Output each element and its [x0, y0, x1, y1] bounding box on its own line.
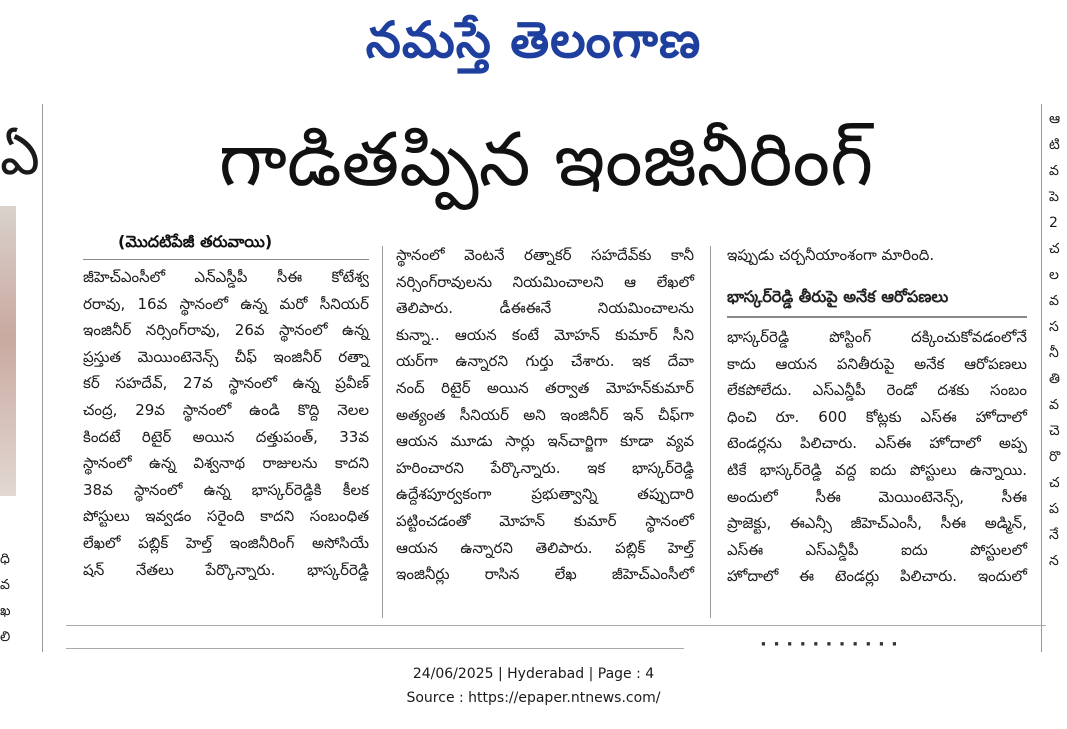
subhead-rule — [727, 316, 1027, 318]
text-line: తెలిపారు. డీఈఈనే నియమించాలను — [396, 299, 694, 318]
neighbor-text-fragment: టి — [1049, 137, 1060, 153]
neighbor-text-fragment: ప — [1049, 501, 1059, 517]
text-line: యర్‌గా ఉన్నారని గుర్తు చేశారు. ఇక దేవా — [396, 352, 694, 371]
bottom-rule — [66, 625, 1046, 626]
footer-source-line: Source : https://epaper.ntnews.com/ — [406, 690, 661, 706]
neighbor-text-fragment: న — [1049, 553, 1059, 569]
text-line: నర్సింగ్‌రావులను నియమించాలని ఆ లేఖలో — [396, 272, 694, 291]
neighbor-text-fragment: రొ — [1049, 449, 1061, 465]
text-line: ఆయన మూడు సార్లు ఇన్‌చార్జిగా కూడా వ్యవ — [396, 432, 694, 451]
neighbor-text-fragment: లి — [0, 629, 11, 645]
text-line: పట్టించడంతో మోహన్ కుమార్ స్థానంలో — [396, 511, 694, 530]
article-column-1 — [83, 264, 369, 583]
neighbor-photo — [0, 206, 16, 496]
article-column-3-intro — [727, 242, 1027, 269]
text-line: స్థానంలో ఉన్న విశ్వనాథ రాజులను కాదని — [83, 454, 369, 473]
left-edge-neighbor-article — [0, 96, 40, 652]
neighbor-text-fragment: చ — [1049, 475, 1060, 491]
neighbor-text-fragment: ఆ — [1049, 111, 1061, 127]
text-line: ఎస్ఈ ఎస్ఎన్డీపీ ఐదు పోస్టులలో — [727, 540, 1027, 559]
text-line: హరించారని పేర్కొన్నారు. ఇక భాస్కర్‌రెడ్డి — [396, 458, 694, 477]
masthead-logo: నమస్తే తెలంగాణ — [365, 11, 702, 69]
article-subhead: భాస్కర్‌రెడ్డి తీరుపై అనేక ఆరోపణలు — [727, 287, 949, 306]
article-column-3 — [727, 324, 1027, 590]
text-line: షన్ నేతలు పేర్కొన్నారు. భాస్కర్‌రెడ్డి — [83, 560, 369, 579]
neighbor-text-fragment: వ — [1049, 397, 1059, 413]
text-line: కున్నా.. ఆయన కంటే మోహన్ కుమార్ సీని — [396, 325, 694, 344]
continued-from-label: (మొదటిపేజీ తరువాయి) — [118, 232, 273, 251]
text-line: టెండర్లను పిలిచారు. ఎస్ఈ హోదాలో అప్ప — [727, 434, 1027, 453]
article-column-2 — [396, 242, 694, 588]
text-line: అందులో సీఈ మెయింటెనెన్స్, సీఈ — [727, 487, 1027, 506]
text-line: జీహెచ్ఎంసీలో ఎన్ఎస్డీపీ సీఈ కోటేశ్వ — [83, 268, 369, 286]
text-line: కాదు ఆయన పనితీరుపై అనేక ఆరోపణలు — [727, 354, 1027, 373]
neighbor-text-fragment: వ — [1049, 293, 1059, 309]
text-line: స్థానంలో వెంటనే రత్నాకర్ సహదేవ్‌కు కానీ — [396, 246, 694, 264]
text-line: భాస్కర్‌రెడ్డి పోస్టింగ్ దక్కించుకోవడంలోనే — [727, 328, 1027, 346]
text-line: ఇంజినీర్ నర్సింగ్‌రావు, 26వ స్థానంలో ఉన్న — [83, 321, 369, 340]
neighbor-text-fragment: ధి — [0, 551, 10, 567]
text-line: కర్ సహదేవ్, 27వ స్థానంలో ఉన్న ప్రవీణ్ — [83, 374, 369, 393]
text-line: లేఖలో పబ్లిక్ హెల్త్ ఇంజినీరింగ్ అసోసియే — [83, 533, 369, 552]
text-line: ధించి రూ. 600 కోట్లకు ఎస్ఈ హోదాలో — [727, 407, 1027, 426]
text-line: పోస్టులు ఇవ్వడం సరైంది కాదని సంబంధిత — [83, 507, 369, 526]
right-edge-neighbor-article — [1049, 106, 1067, 616]
neighbor-headline-fragment: ఏ — [0, 123, 40, 188]
news-clipping — [0, 96, 1067, 655]
text-line: 38వ స్థానంలో ఉన్న భాస్కర్‌రెడ్డికి కీలక — [83, 480, 369, 499]
text-line: టికే భాస్కర్‌రెడ్డి వద్ద ఐదు పోస్టులు ఉన్నాయి. — [727, 460, 1027, 479]
column-divider — [1041, 104, 1042, 652]
neighbor-text-fragment: పె — [1049, 189, 1059, 205]
neighbor-text-fragment: నీ — [1049, 345, 1059, 361]
text-line: ప్రస్తుత మెయింటెనెన్స్ చీఫ్ ఇంజినీర్ రత్నా — [83, 347, 369, 366]
neighbor-text-fragment: వ — [1049, 163, 1059, 179]
next-article-tease-fragment: · · · · · · · · · · · — [760, 634, 898, 655]
neighbor-text-fragment: 2 — [1049, 215, 1058, 231]
neighbor-text-fragment: చె — [1049, 423, 1060, 439]
text-line: లేకపోలేదు. ఎస్ఎన్డీపీ రెండో దశకు సంబం — [727, 381, 1027, 400]
neighbor-text-fragment: తి — [1049, 371, 1060, 387]
text-line: కిందటే రిటైర్ అయిన దత్తుపంత్, 33వ — [83, 427, 369, 446]
neighbor-text-fragment: స — [1049, 319, 1059, 335]
text-line: నంద్ రిటైర్ అయిన తర్వాత మోహన్‌కుమార్ — [396, 378, 694, 397]
footer-date-line: 24/06/2025 | Hyderabad | Page : 4 — [412, 666, 655, 682]
neighbor-text-fragment: వ — [0, 577, 10, 593]
bottom-rule — [66, 648, 684, 649]
text-line: ప్రాజెక్టు, ఈఎన్సీ జీహెచ్ఎంసీ, సీఈ అడ్మిన్, — [727, 514, 1027, 533]
text-line: అత్యంత సీనియర్ అని ఇంజినీర్ ఇన్ చీఫ్‌గా — [396, 405, 694, 424]
text-line: హోదాలో ఈ టెండర్లు పిలిచారు. ఇందులో — [727, 567, 1027, 586]
text-line: రరావు, 16వ స్థానంలో ఉన్న మరో సీనియర్ — [83, 294, 369, 313]
article-headline: గాడితప్పిన ఇంజినీరింగ్ — [218, 117, 874, 203]
neighbor-text-fragment: ల — [1049, 267, 1059, 283]
column-divider — [710, 246, 711, 618]
text-line: ఉద్దేశపూర్వకంగా ప్రభుత్వాన్ని తప్పుదారి — [396, 485, 694, 504]
column-divider — [42, 104, 43, 652]
neighbor-text-fragment: నే — [1049, 527, 1059, 543]
neighbor-text-fragment: ఖ — [0, 603, 11, 619]
text-line: ఇప్పుడు చర్చనీయాంశంగా మారింది. — [727, 246, 935, 264]
neighbor-text-fragment: చ — [1049, 241, 1060, 257]
column-divider — [382, 246, 383, 618]
jump-underline — [83, 259, 369, 260]
text-line: చంద్ర, 29వ స్థానంలో ఉండి కొద్ది నెలల — [83, 400, 369, 419]
text-line: ఆయన ఉన్నారని తెలిపారు. పబ్లిక్ హెల్త్ — [396, 538, 694, 557]
text-line: ఇంజినీర్లు రాసిన లేఖ జీహెచ్ఎంసీలో — [396, 565, 694, 584]
